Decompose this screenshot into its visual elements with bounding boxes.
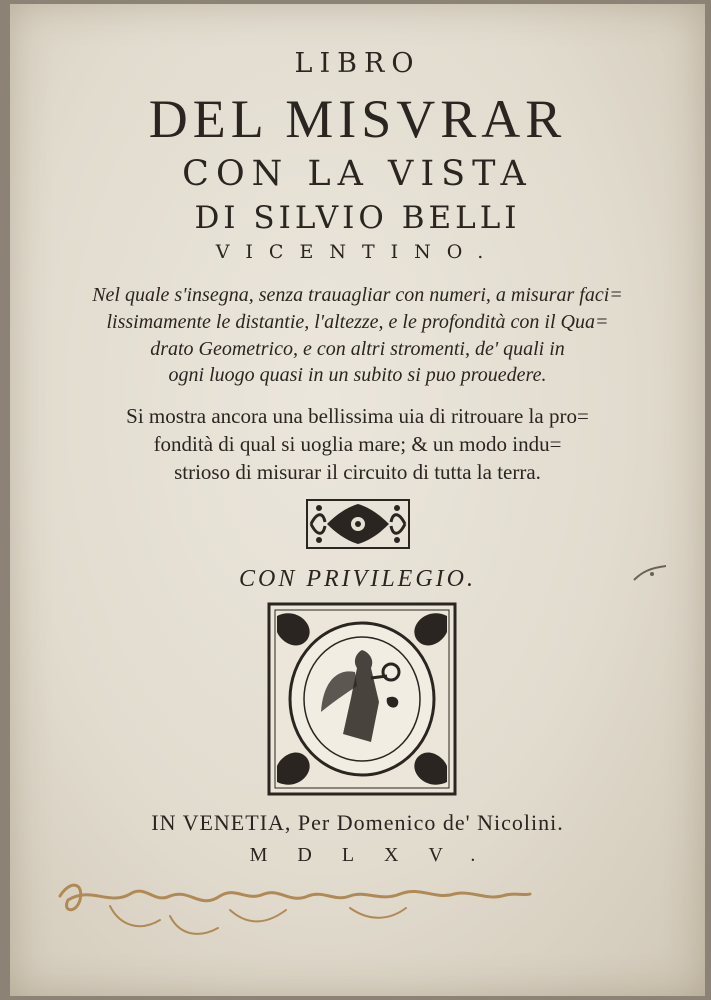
description-line: Nel quale s'insegna, senza trauagliar con numeri, a misurar faci= bbox=[92, 284, 623, 306]
publication-date: MDLXV. bbox=[249, 844, 506, 866]
printers-device-icon bbox=[267, 602, 457, 796]
title-page bbox=[10, 4, 705, 996]
subtitle-line: strioso di misurar il circuito di tutta la terra. bbox=[174, 460, 541, 484]
subtitle-line: fondità di qual si uoglia mare; & un modo indu= bbox=[153, 432, 562, 456]
imprint-line: IN VENETIA, Per Domenico de' Nicolini. bbox=[151, 810, 564, 835]
title-line-main: DEL MISVRAR bbox=[148, 89, 567, 149]
privilege-statement: CON PRIVILEGIO. bbox=[239, 566, 476, 592]
author-origin: VICENTINO. bbox=[215, 241, 500, 263]
title-line-libro: LIBRO bbox=[294, 48, 421, 79]
description-line: ogni luogo quasi in un subito si puo prouedere. bbox=[168, 364, 547, 386]
author-name: DI SILVIO BELLI bbox=[194, 200, 521, 236]
title-line-vista: CON LA VISTA bbox=[182, 154, 533, 194]
description-line: drato Geometrico, e con altri stromenti, de' quali in bbox=[150, 338, 565, 360]
description-line: lissimamente le distantie, l'altezze, e le profondità con il Qua= bbox=[106, 311, 609, 333]
subtitle-line: Si mostra ancora una bellissima uia di ritrouare la pro= bbox=[126, 404, 589, 428]
ink-mark-icon bbox=[630, 562, 670, 586]
floral-ornament-icon bbox=[305, 498, 411, 550]
handwritten-signature-icon bbox=[50, 866, 540, 946]
